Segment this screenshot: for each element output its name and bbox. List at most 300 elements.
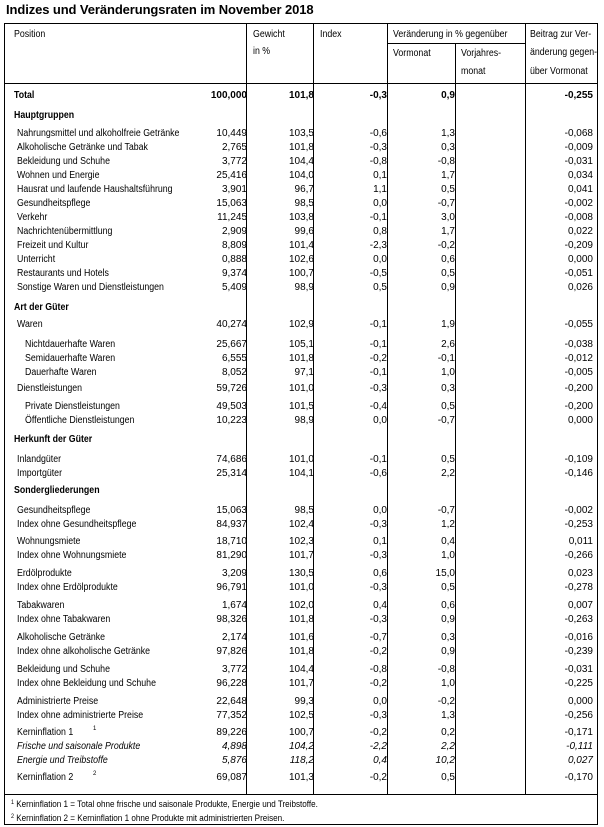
header-index: Index [320,29,342,40]
vormonat-cell: -0,6 [369,128,387,139]
vorjahr-cell: 0,9 [441,646,455,657]
index-cell: 105,1 [288,339,314,350]
table-row [5,339,597,351]
header-gewicht-unit: in % [253,46,271,57]
table-row [5,212,597,224]
vormonat-cell: 0,1 [373,170,387,181]
beitrag-cell: -0,239 [564,646,593,657]
vorjahr-cell: 0,9 [441,614,455,625]
row-label: Dauerhafte Waren [25,367,97,378]
row-label: Freizeit und Kultur [17,240,89,251]
row-label: Index ohne Wohnungsmiete [17,550,127,561]
row-label: Total [14,90,35,101]
vormonat-cell: -0,3 [369,142,387,153]
vormonat-cell: -0,2 [369,772,387,783]
row-label: Alkoholische Getränke [17,632,106,643]
table-row [5,254,597,266]
vormonat-cell: -0,3 [369,614,387,625]
beitrag-cell: -0,255 [564,90,593,101]
header-beitrag: Beitrag zur Ver- [530,29,592,40]
index-cell: 101,0 [288,582,314,593]
vormonat-cell: -0,1 [369,212,387,223]
vorjahr-cell: -0,8 [437,156,455,167]
vormonat-cell: -0,3 [369,90,387,101]
vorjahr-cell: -0,1 [437,353,455,364]
section-header-row [5,485,597,497]
footnote-text: Kerninflation 1 = Total ohne frische und saisonale Produkte, Energie und Treibstoffe. [16,799,318,809]
index-cell: 102,5 [288,710,314,721]
beitrag-cell: -0,266 [564,550,593,561]
row-label: Art der Güter [14,302,69,313]
beitrag-cell: -0,109 [564,454,593,465]
vorjahr-cell: -0,7 [437,505,455,516]
row-label: Bekleidung und Schuhe [17,156,110,167]
index-cell: 101,0 [288,383,314,394]
gewicht-cell: 3,209 [221,568,247,579]
vormonat-cell: -0,4 [369,401,387,412]
beitrag-cell: 0,023 [567,568,593,579]
index-cell: 102,3 [288,536,314,547]
section-header-row [5,110,597,122]
index-cell: 98,9 [294,415,314,426]
beitrag-cell: -0,111 [566,741,593,752]
row-label: Index ohne alkoholische Getränke [17,646,151,657]
beitrag-cell: -0,031 [564,664,593,675]
gewicht-cell: 96,228 [216,678,247,689]
index-cell: 101,8 [288,90,314,101]
vormonat-cell: -0,1 [369,367,387,378]
row-label: Alkoholische Getränke und Tabak [17,142,148,153]
row-label: Sondergliederungen [14,485,100,496]
row-label: Tabakwaren [17,600,65,611]
vormonat-cell: -0,6 [369,468,387,479]
vormonat-cell: -0,2 [369,678,387,689]
footnote-ref: 1 [93,726,97,732]
table-row [5,696,597,708]
row-label: Nichtdauerhafte Waren [25,339,116,350]
beitrag-cell: -0,253 [564,519,593,530]
row-label: Verkehr [17,212,48,223]
beitrag-cell: -0,171 [564,727,593,738]
vorjahr-cell: 0,9 [441,90,455,101]
table-row [5,268,597,280]
vorjahr-cell: 1,9 [441,319,455,330]
table-row [5,550,597,562]
table-row [5,519,597,531]
row-label: Importgüter [17,468,63,479]
gewicht-cell: 25,416 [216,170,247,181]
table-row [5,128,597,140]
gewicht-cell: 59,726 [216,383,247,394]
vormonat-cell: 0,4 [373,755,387,766]
beitrag-cell: -0,263 [564,614,593,625]
vormonat-cell: -2,3 [369,240,387,251]
index-cell: 118,2 [289,755,314,766]
row-label: Restaurants und Hotels [17,268,109,279]
gewicht-cell: 84,937 [216,519,247,530]
index-cell: 101,8 [288,142,314,153]
row-label: Gesundheitspflege [17,198,91,209]
vormonat-cell: 0,1 [373,536,387,547]
table-row [5,755,597,767]
vorjahr-cell: 0,5 [441,582,455,593]
index-cell: 104,1 [288,468,314,479]
row-label: Administrierte Preise [17,696,99,707]
vorjahr-cell: 1,7 [441,226,455,237]
index-cell: 101,8 [288,646,314,657]
footnote-mark: 1 [11,800,15,806]
vormonat-cell: -0,2 [369,353,387,364]
index-cell: 130,5 [288,568,314,579]
gewicht-cell: 6,555 [221,353,247,364]
row-label: Index ohne Bekleidung und Schuhe [17,678,156,689]
vormonat-cell: 0,0 [373,254,387,265]
beitrag-cell: 0,034 [567,170,593,181]
table-row [5,664,597,676]
gewicht-cell: 77,352 [216,710,247,721]
gewicht-cell: 11,245 [217,212,247,223]
header-veraenderung: Veränderung in % gegenüber [393,29,508,40]
row-label: Nahrungsmittel und alkoholfreie Getränke [17,128,180,139]
row-label: Bekleidung und Schuhe [17,664,110,675]
vormonat-cell: -0,1 [369,454,387,465]
index-cell: 101,4 [288,240,314,251]
row-label: Wohnungsmiete [17,536,81,547]
table-row [5,727,597,739]
gewicht-cell: 5,409 [221,282,247,293]
table-row [5,367,597,379]
table-row [5,383,597,395]
table-row [5,282,597,294]
header-beitrag-2: änderung gegen- [530,47,598,58]
vormonat-cell: -0,8 [369,156,387,167]
vorjahr-cell: 1,0 [441,678,455,689]
table-row [5,632,597,644]
header-vorjahr: Vorjahres- [461,48,502,59]
row-label: Sonstige Waren und Dienstleistungen [17,282,164,293]
index-cell: 98,5 [294,198,314,209]
vorjahr-cell: 3,0 [441,212,455,223]
index-cell: 104,4 [288,156,314,167]
row-label: Inlandgüter [17,454,62,465]
beitrag-cell: -0,278 [564,582,593,593]
row-label: Index ohne Gesundheitspflege [17,519,137,530]
gewicht-cell: 8,052 [221,367,247,378]
row-label: Energie und Treibstoffe [17,755,108,766]
gewicht-cell: 96,791 [216,582,247,593]
vorjahr-cell: 0,3 [441,632,455,643]
vormonat-cell: 0,5 [373,282,387,293]
table-row [5,319,597,331]
vormonat-cell: -0,5 [369,268,387,279]
table-row [5,614,597,626]
footnote-2 [11,813,284,823]
vorjahr-cell: 2,2 [441,741,455,752]
gewicht-cell: 74,686 [216,454,247,465]
row-label: Hauptgruppen [14,110,75,121]
index-cell: 98,9 [294,282,314,293]
gewicht-cell: 81,290 [216,550,247,561]
gewicht-cell: 15,063 [216,505,247,516]
vorjahr-cell: 0,6 [441,600,455,611]
table-row [5,454,597,466]
gewicht-cell: 98,326 [216,614,247,625]
header-subdivider [387,43,525,44]
footnote-text: Kerninflation 2 = Kerninflation 1 ohne Produkte mit administrierten Preisen. [16,813,285,823]
table-row [5,468,597,480]
beitrag-cell: -0,012 [564,353,593,364]
index-cell: 102,0 [288,600,314,611]
index-cell: 104,4 [288,664,314,675]
beitrag-cell: -0,256 [564,710,593,721]
row-label: Index ohne Tabakwaren [17,614,111,625]
header-beitrag-3: über Vormonat [530,66,588,77]
row-label: Hausrat und laufende Haushaltsführung [17,184,173,195]
vorjahr-cell: 1,7 [441,170,455,181]
vorjahr-cell: -0,7 [437,415,455,426]
vorjahr-cell: 0,5 [441,772,455,783]
beitrag-cell: -0,170 [564,772,593,783]
data-table [4,23,598,825]
header-vorjahr-2: monat [461,66,486,77]
index-cell: 104,2 [288,741,314,752]
vormonat-cell: -0,1 [369,319,387,330]
row-label: Frische und saisonale Produkte [17,741,141,752]
table-row [5,536,597,548]
beitrag-cell: -0,200 [564,383,593,394]
index-cell: 104,0 [288,170,314,181]
table-row [5,582,597,594]
beitrag-cell: -0,009 [564,142,593,153]
vorjahr-cell: -0,7 [437,198,455,209]
table-row [5,142,597,154]
table-row [5,505,597,517]
index-cell: 100,7 [288,268,314,279]
beitrag-cell: -0,200 [564,401,593,412]
index-cell: 101,7 [288,678,314,689]
row-label: Index ohne Erdölprodukte [17,582,118,593]
table-row [5,90,597,102]
gewicht-cell: 3,772 [221,156,247,167]
beitrag-cell: -0,051 [564,268,593,279]
vormonat-cell: 0,0 [373,696,387,707]
vormonat-cell: -0,2 [369,646,387,657]
beitrag-cell: -0,002 [564,505,593,516]
vorjahr-cell: 0,5 [441,401,455,412]
header-divider [5,83,597,84]
beitrag-cell: 0,041 [567,184,593,195]
vorjahr-cell: -0,2 [437,696,455,707]
row-label: Dienstleistungen [17,383,83,394]
beitrag-cell: 0,027 [567,755,593,766]
beitrag-cell: -0,002 [564,198,593,209]
index-cell: 99,3 [294,696,314,707]
vorjahr-cell: 0,4 [441,536,455,547]
index-cell: 101,0 [288,454,314,465]
gewicht-cell: 3,901 [221,184,247,195]
table-row [5,226,597,238]
beitrag-cell: 0,011 [568,536,593,547]
table-row [5,568,597,580]
vormonat-cell: 1,1 [373,184,387,195]
index-cell: 101,3 [288,772,314,783]
table-row [5,415,597,427]
index-cell: 101,6 [288,632,314,643]
table-row [5,646,597,658]
row-label: Semidauerhafte Waren [25,353,116,364]
gewicht-cell: 97,826 [216,646,247,657]
index-cell: 103,5 [288,128,314,139]
beitrag-cell: -0,031 [564,156,593,167]
vormonat-cell: 0,0 [373,198,387,209]
vormonat-cell: -0,3 [369,550,387,561]
table-row [5,170,597,182]
footnote-divider [5,794,597,795]
beitrag-cell: -0,225 [564,678,593,689]
beitrag-cell: -0,005 [564,367,593,378]
table-row [5,600,597,612]
gewicht-cell: 8,809 [221,240,247,251]
vorjahr-cell: 0,9 [441,282,455,293]
gewicht-cell: 2,765 [221,142,247,153]
row-label: Wohnen und Energie [17,170,100,181]
vormonat-cell: 0,6 [373,568,387,579]
gewicht-cell: 0,888 [221,254,247,265]
vormonat-cell: -0,8 [369,664,387,675]
vormonat-cell: -0,3 [369,710,387,721]
vormonat-cell: -0,2 [369,727,387,738]
vormonat-cell: 0,0 [373,505,387,516]
beitrag-cell: -0,008 [564,212,593,223]
table-row [5,741,597,753]
table-row [5,772,597,784]
index-cell: 97,1 [294,367,314,378]
vorjahr-cell: 0,3 [441,142,455,153]
index-cell: 102,9 [288,319,314,330]
vorjahr-cell: 10,2 [435,755,455,766]
vorjahr-cell: 0,6 [441,254,455,265]
row-label: Gesundheitspflege [17,505,91,516]
vormonat-cell: 0,0 [373,415,387,426]
vormonat-cell: -2,2 [369,741,387,752]
index-cell: 101,5 [288,401,314,412]
beitrag-cell: 0,000 [567,696,593,707]
vorjahr-cell: 0,5 [441,268,455,279]
section-header-row [5,434,597,446]
table-row [5,240,597,252]
vorjahr-cell: 0,2 [441,727,455,738]
gewicht-cell: 69,087 [216,772,247,783]
footnote-1 [11,799,318,809]
gewicht-cell: 3,772 [221,664,247,675]
beitrag-cell: 0,022 [567,226,593,237]
row-label: Kerninflation 2 [17,772,74,783]
vormonat-cell: -0,3 [369,383,387,394]
index-cell: 99,6 [294,226,314,237]
row-label: Waren [17,319,43,330]
vorjahr-cell: 0,5 [441,454,455,465]
index-cell: 101,7 [288,550,314,561]
index-cell: 96,7 [294,184,314,195]
table-row [5,353,597,365]
vorjahr-cell: 1,2 [441,519,455,530]
header-vormonat: Vormonat [393,48,431,59]
row-label: Index ohne administrierte Preise [17,710,144,721]
table-row [5,710,597,722]
vormonat-cell: 0,8 [373,226,387,237]
vorjahr-cell: 1,0 [441,550,455,561]
vorjahr-cell: -0,8 [437,664,455,675]
row-label: Erdölprodukte [17,568,72,579]
gewicht-cell: 22,648 [216,696,247,707]
gewicht-cell: 10,223 [216,415,247,426]
index-cell: 98,5 [294,505,314,516]
index-cell: 100,7 [288,727,314,738]
gewicht-cell: 5,876 [221,755,247,766]
row-label: Private Dienstleistungen [25,401,120,412]
gewicht-cell: 4,898 [221,741,247,752]
index-cell: 101,8 [288,614,314,625]
beitrag-cell: -0,016 [564,632,593,643]
gewicht-cell: 18,710 [216,536,247,547]
gewicht-cell: 25,314 [216,468,247,479]
page-title: Indizes und Veränderungsraten im November 2018 [6,2,314,17]
section-header-row [5,302,597,314]
vormonat-cell: 0,4 [373,600,387,611]
table-row [5,678,597,690]
vorjahr-cell: 2,2 [441,468,455,479]
beitrag-cell: -0,038 [564,339,593,350]
gewicht-cell: 9,374 [221,268,247,279]
gewicht-cell: 100,000 [210,90,247,101]
vorjahr-cell: 1,3 [441,128,455,139]
beitrag-cell: -0,146 [564,468,593,479]
gewicht-cell: 89,226 [216,727,247,738]
vorjahr-cell: 0,5 [441,184,455,195]
footnote-ref: 2 [93,771,97,777]
gewicht-cell: 2,174 [221,632,247,643]
row-label: Unterricht [17,254,56,265]
table-row [5,198,597,210]
gewicht-cell: 25,667 [216,339,247,350]
row-label: Öffentliche Dienstleistungen [25,415,135,426]
vormonat-cell: -0,3 [369,582,387,593]
vormonat-cell: -0,3 [369,519,387,530]
beitrag-cell: -0,209 [564,240,593,251]
beitrag-cell: -0,068 [564,128,593,139]
beitrag-cell: -0,055 [564,319,593,330]
table-row [5,184,597,196]
vorjahr-cell: 1,0 [441,367,455,378]
gewicht-cell: 10,449 [216,128,247,139]
row-label: Kerninflation 1 [17,727,74,738]
vorjahr-cell: 1,3 [441,710,455,721]
beitrag-cell: 0,000 [567,254,593,265]
beitrag-cell: 0,026 [567,282,593,293]
header-position: Position [14,29,46,40]
row-label: Herkunft der Güter [14,434,93,445]
gewicht-cell: 2,909 [221,226,247,237]
table-row [5,156,597,168]
vorjahr-cell: 0,3 [441,383,455,394]
gewicht-cell: 40,274 [216,319,247,330]
vormonat-cell: -0,1 [369,339,387,350]
vormonat-cell: -0,7 [369,632,387,643]
header-gewicht: Gewicht [253,29,285,40]
gewicht-cell: 15,063 [216,198,247,209]
beitrag-cell: 0,007 [567,600,593,611]
index-cell: 102,6 [288,254,314,265]
